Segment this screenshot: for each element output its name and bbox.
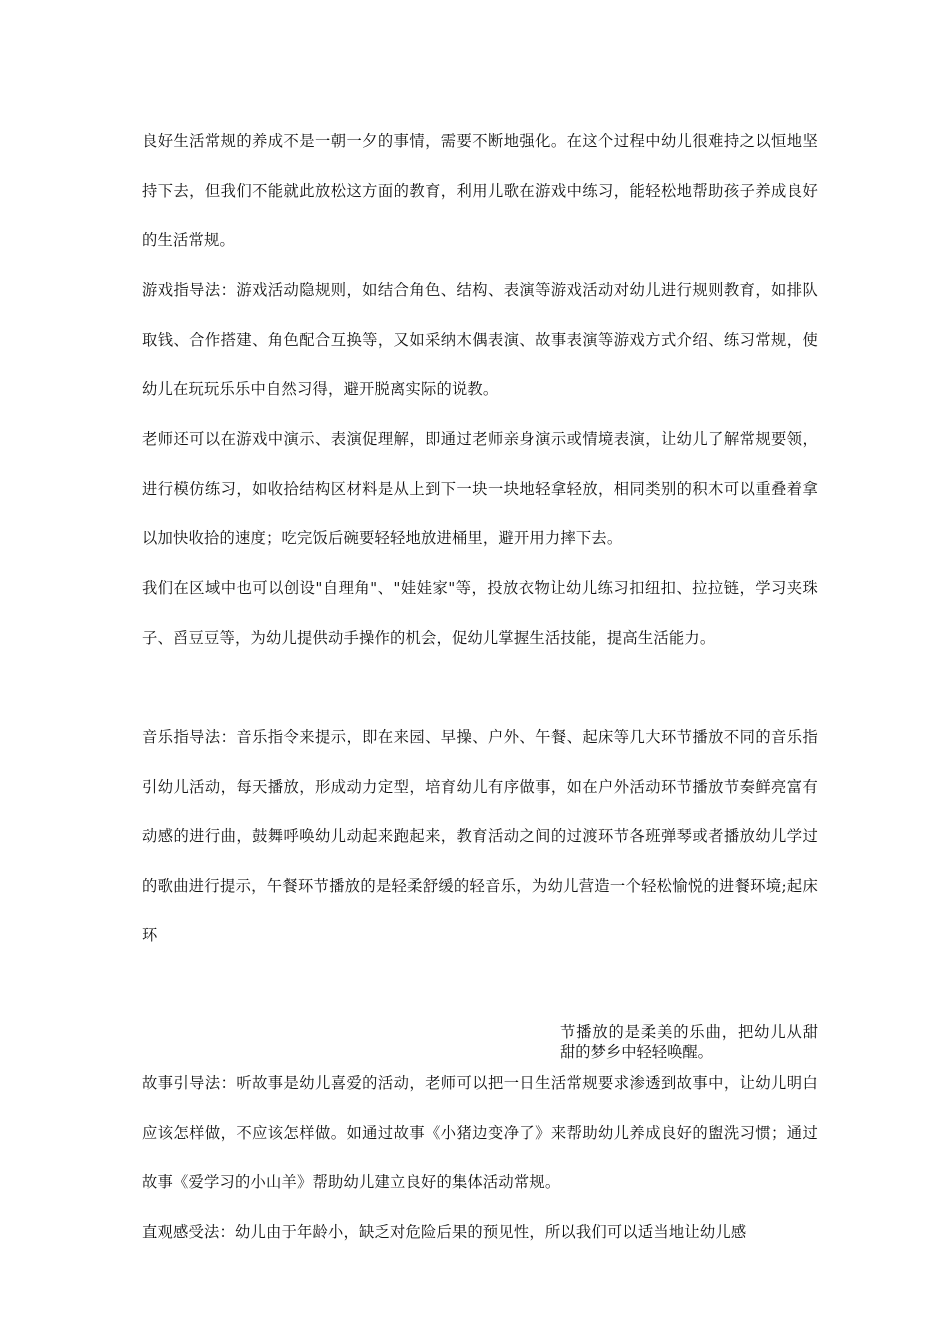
paragraph-intuitive-experience: 直观感受法：幼儿由于年龄小，缺乏对危险后果的预见性，所以我们可以适当地让幼儿感	[142, 1223, 747, 1241]
paragraph-music-guidance: 音乐指导法：音乐指令来提示，即在来园、早操、户外、午餐、起床等几大环节播放不同的音乐指引幼儿活动，每天播放，形成动力定型，培育幼儿有序做事，如在户外活动环节播放节奏鲜亮富有动感的进行曲，鼓舞呼唤幼儿动起来跑起来，教育活动之间的过渡环节各班弹琴或者播放幼儿学过的歌曲进行提示，午餐环节播放的是轻柔舒缓的轻音乐，为幼儿营造一个轻松愉悦的进餐环境;起床环	[142, 728, 818, 944]
paragraph-continuation-note: 节播放的是柔美的乐曲，把幼儿从甜甜的梦乡中轻轻唤醒。	[560, 1023, 818, 1061]
paragraph-story-guidance: 故事引导法：听故事是幼儿喜爱的活动，老师可以把一日生活常规要求渗透到故事中，让幼儿明白应该怎样做，不应该怎样做。如通过故事《小猪边变净了》来帮助幼儿养成良好的盥洗习惯；通过故事《爱学习的小山羊》帮助幼儿建立良好的集体活动常规。	[142, 1074, 818, 1191]
paragraph-self-care-corner: 我们在区域中也可以创设"自理角"、"娃娃家"等，投放衣物让幼儿练习扣纽扣、拉拉链，学习夹珠子、舀豆豆等，为幼儿提供动手操作的机会，促幼儿掌握生活技能，提高生活能力。	[142, 579, 818, 647]
paragraph-routine-habits: 良好生活常规的养成不是一朝一夕的事情，需要不断地强化。在这个过程中幼儿很难持之以恒地坚持下去，但我们不能就此放松这方面的教育，利用儿歌在游戏中练习，能轻松地帮助孩子养成良好的生活常规。	[142, 132, 818, 249]
paragraph-game-guidance: 游戏指导法：游戏活动隐规则，如结合角色、结构、表演等游戏活动对幼儿进行规则教育，如排队取钱、合作搭建、角色配合互换等，又如采纳木偶表演、故事表演等游戏方式介绍、练习常规，使幼儿在玩玩乐乐中自然习得，避开脱离实际的说教。	[142, 281, 818, 398]
paragraph-teacher-demonstration: 老师还可以在游戏中演示、表演促理解，即通过老师亲身演示或情境表演，让幼儿了解常规要领，进行模仿练习，如收拾结构区材料是从上到下一块一块地轻拿轻放，相同类别的积木可以重叠着拿以加快收拾的速度；吃完饭后碗要轻轻地放进桶里，避开用力摔下去。	[142, 430, 818, 547]
